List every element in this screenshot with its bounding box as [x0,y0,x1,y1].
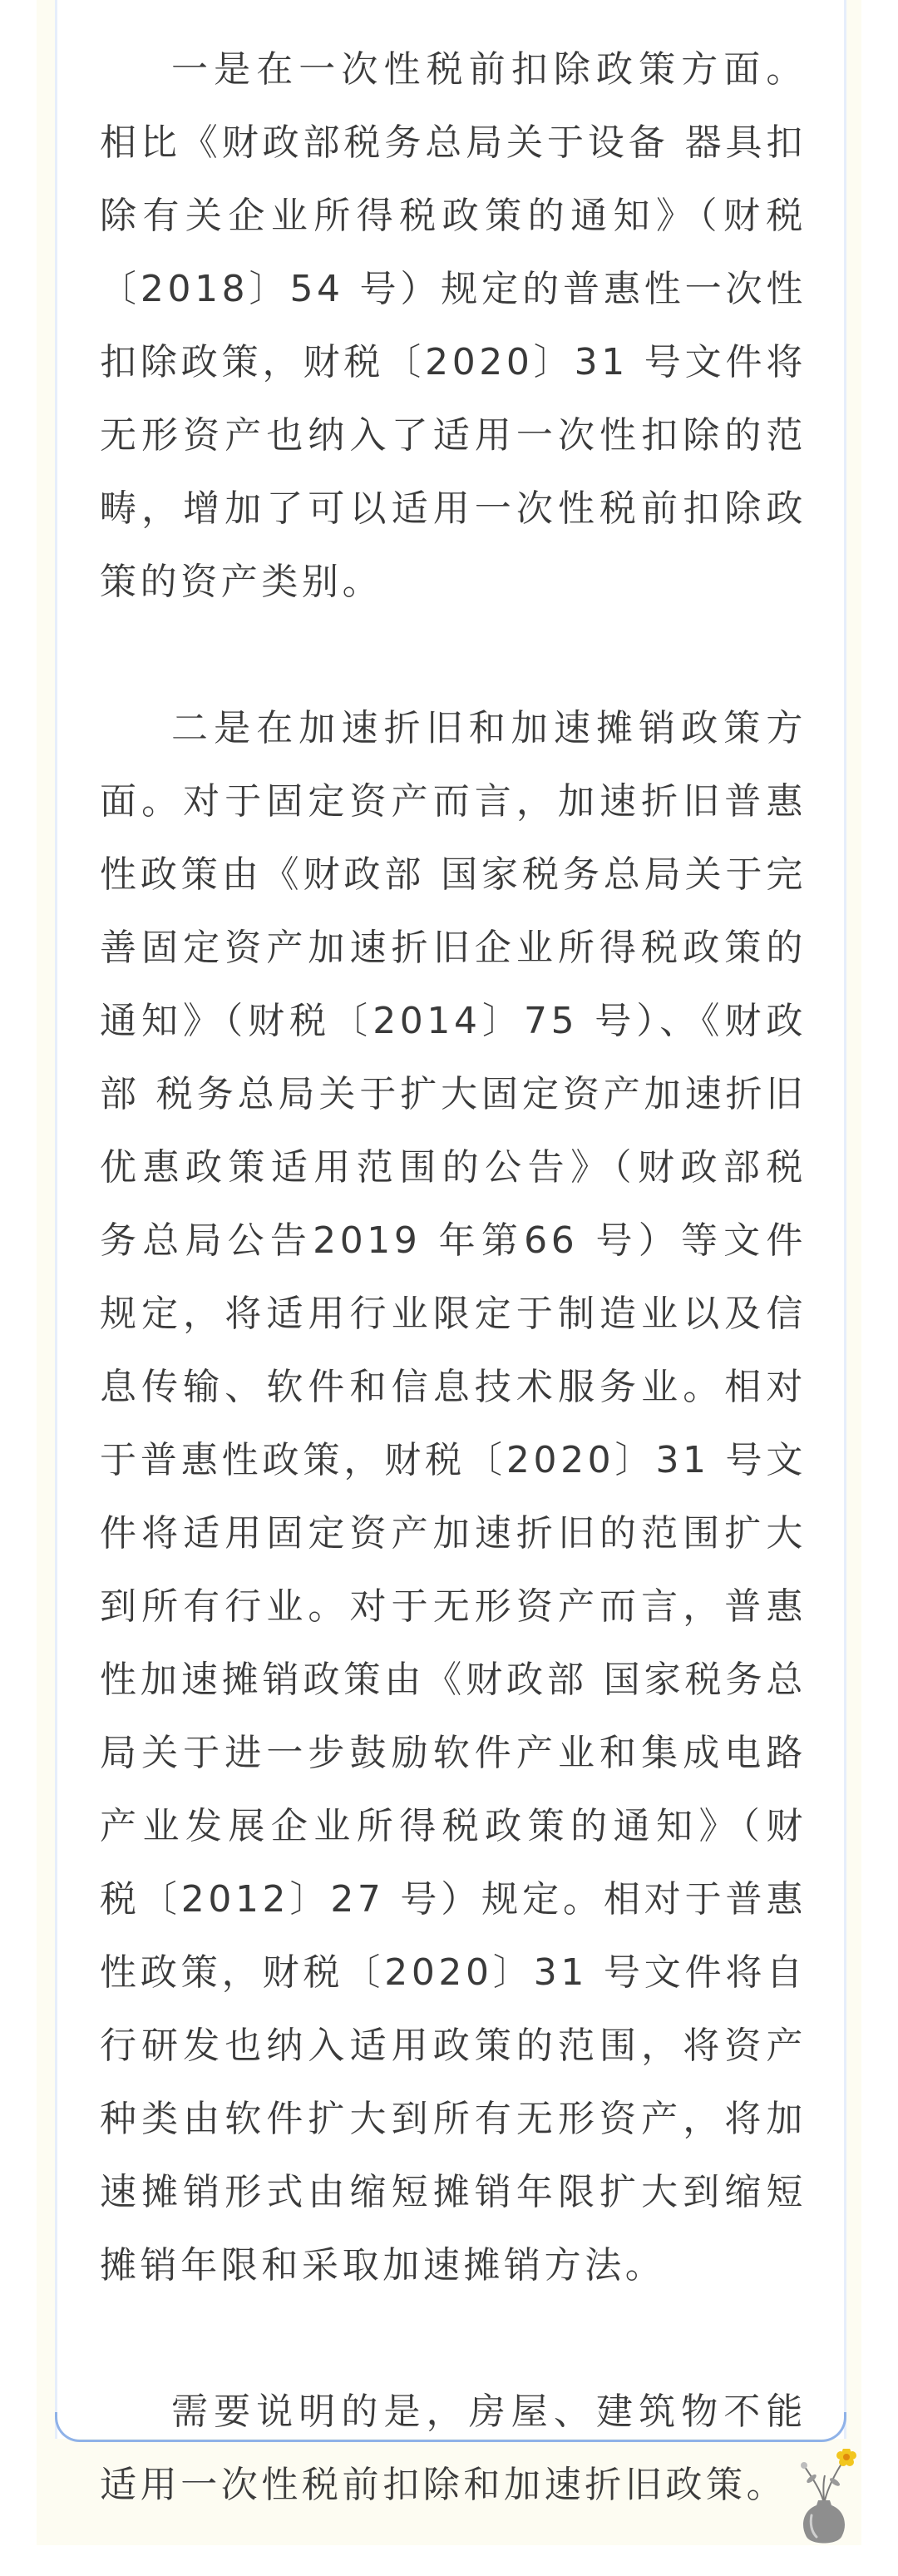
paragraph-one-time-deduction: 一是在一次性税前扣除政策方面。相比《财政部税务总局关于设备 器具扣除有关企业所得税政策的通知》（财税〔2018〕54 号）规定的普惠性一次性扣除政策，财税〔2020〕31 号文件将无形资产也纳入了适用一次性扣除的范畴，增加了可以适用一次性税前扣除政策的资产类别。 [100,48,807,603]
flower-vase-icon [787,2449,861,2549]
article-body [100,33,807,2522]
paragraph-note: 需要说明的是，房屋、建筑物不能适用一次性税前扣除和加速折旧政策。 [100,2391,807,2506]
paragraph-accelerated-depreciation: 二是在加速折旧和加速摊销政策方面。对于固定资产而言，加速折旧普惠性政策由《财政部 国家税务总局关于完善固定资产加速折旧企业所得税政策的通知》（财税〔2014〕75 号）、《财政部 税务总局关于扩大固定资产加速折旧优惠政策适用范围的公告》（财政部税务总局公告2019 年第66 号）等文件规定，将适用行业限定于制造业以及信息传输、软件和信息技术服务业。相对于普惠性政策，财税〔2020〕31 号文件将适用固定资产加速折旧的范围扩大到所有行业。对于无形资产而言，普惠性加速摊销政策由《财政部 国家税务总局关于进一步鼓励软件产业和集成电路产业发展企业所得税政策的通知》（财税〔2012〕27 号）规定。相对于普惠性政策，财税〔2020〕31 号文件将自行研发也纳入适用政策的范围，将资产种类由软件扩大到所有无形资产，将加速摊销形式由缩短摊销年限扩大到缩短摊销年限和采取加速摊销方法。 [100,707,807,2287]
